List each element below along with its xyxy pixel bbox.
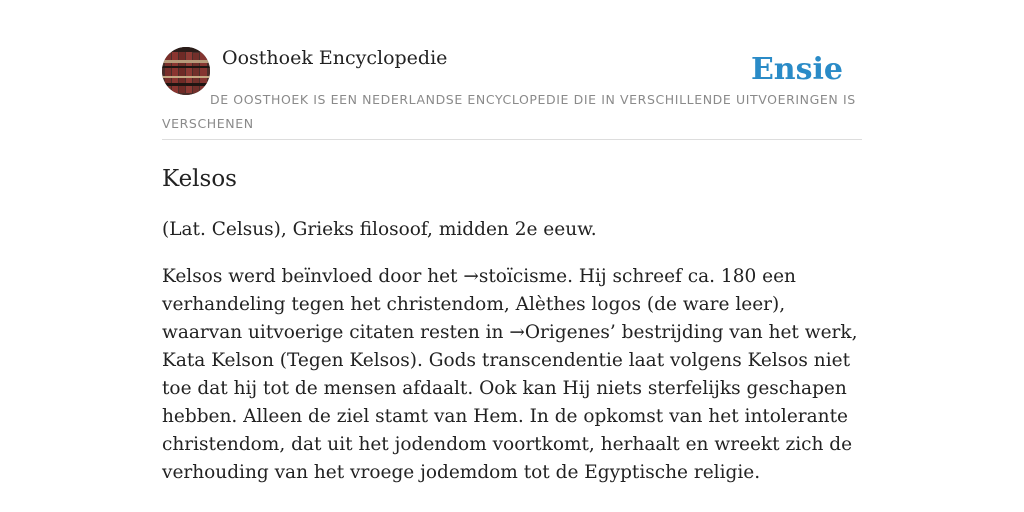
- article-title: Kelsos: [162, 166, 237, 192]
- header-divider: [162, 139, 862, 140]
- publication-description: DE OOSTHOEK IS EEN NEDERLANDSE ENCYCLOPEDIE DIE IN VERSCHILLENDE UITVOERINGEN IS VERSCHENEN: [162, 92, 856, 131]
- article-body: [162, 216, 862, 506]
- brand-logo[interactable]: Ensie: [750, 52, 843, 87]
- article-paragraph: Kelsos werd beïnvloed door het →stoïcisme. Hij schreef ca. 180 een verhandeling tegen het christendom, Alèthes logos (de ware leer), waarvan uitvoerige citaten resten in →Origenes’ bestrijding van het werk, Kata Kelson (Tegen Kelsos). Gods transcendentie laat volgens Kelsos niet toe dat hij tot de mensen afdaalt. Ook kan Hij niets sterfelijks geschapen hebben. Alleen de ziel stamt van Hem. In de opkomst van het intolerante christendom, dat uit het jodendom voortkomt, herhaalt en wreekt zich de verhouding van het vroege jodemdom tot de Egyptische religie.: [162, 266, 858, 483]
- publication-name[interactable]: Oosthoek Encyclopedie: [222, 47, 448, 69]
- article-paragraph: (Lat. Celsus), Grieks filosoof, midden 2e eeuw.: [162, 219, 597, 240]
